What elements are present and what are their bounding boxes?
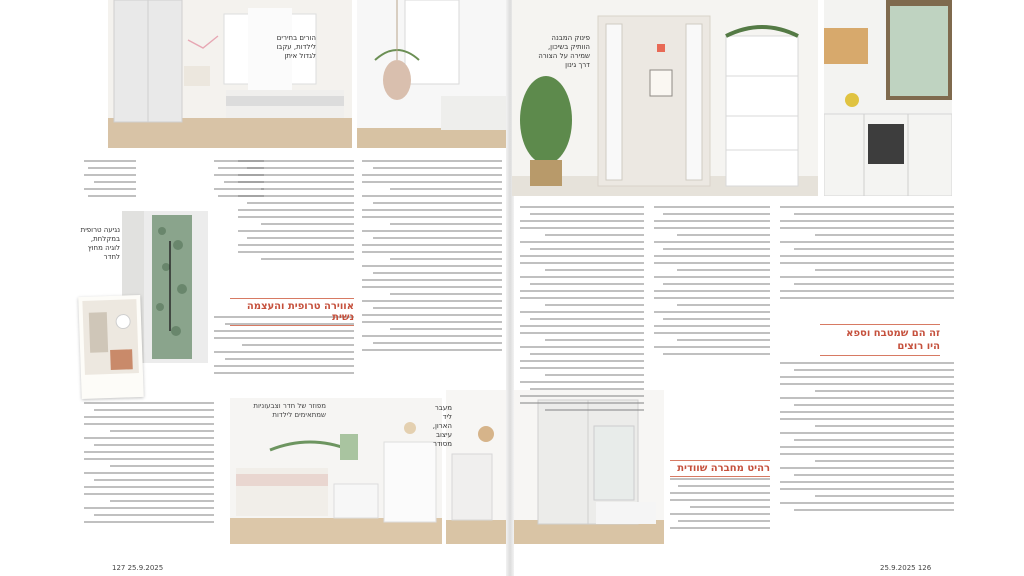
text-column-right-4	[780, 362, 954, 544]
text-column-right-3	[780, 206, 954, 318]
folio-right: 25.9.2025 126	[880, 564, 932, 572]
caption-bottom-right: מעבר ליד הארון, עיצוב מסודר	[432, 404, 452, 448]
heading-tropical: אווירה טרופית והעצמה נשית	[230, 298, 354, 326]
text-column-left-1b	[84, 402, 214, 542]
photo-kids-room	[108, 0, 352, 148]
caption-bottom-center: מפוזר של חדר וצבעוניות שמתאימים לילדות	[253, 402, 326, 419]
text-column-left-4	[214, 316, 354, 390]
text-column-left-1	[84, 160, 136, 208]
heading-swedish-furniture: רהיט מחברה שוודית	[670, 460, 770, 477]
photo-hanging-chair	[357, 0, 507, 148]
photo-kitchen	[824, 0, 952, 196]
text-column-left-5	[362, 160, 502, 386]
caption-mid-left: נגיעה טרופית במקלחת, לוגיה מחוץ לחדר	[80, 226, 120, 261]
heading-kitchen-spa	[820, 324, 940, 356]
text-column-right-2b	[670, 478, 770, 544]
text-column-right-2	[654, 206, 770, 382]
heading-kitchen-spa-line-2: היו רוצים	[897, 341, 940, 352]
folio-left: 127 25.9.2025	[112, 564, 164, 572]
photo-hallway-plant	[512, 0, 818, 196]
text-column-right-1	[520, 206, 644, 450]
text-column-left-3	[238, 160, 354, 280]
heading-kitchen-spa-line-1: זה הם שמטבח וספא	[846, 328, 940, 339]
caption-top-left: הורים בחירים לילדות, עקבו לגדול איתן	[276, 34, 316, 60]
caption-top-right: פינוק המבנה הוותיק בשיכון, שמירה על הצורה דרך גינון	[538, 34, 590, 69]
photo-bathroom-polaroid	[78, 295, 144, 399]
